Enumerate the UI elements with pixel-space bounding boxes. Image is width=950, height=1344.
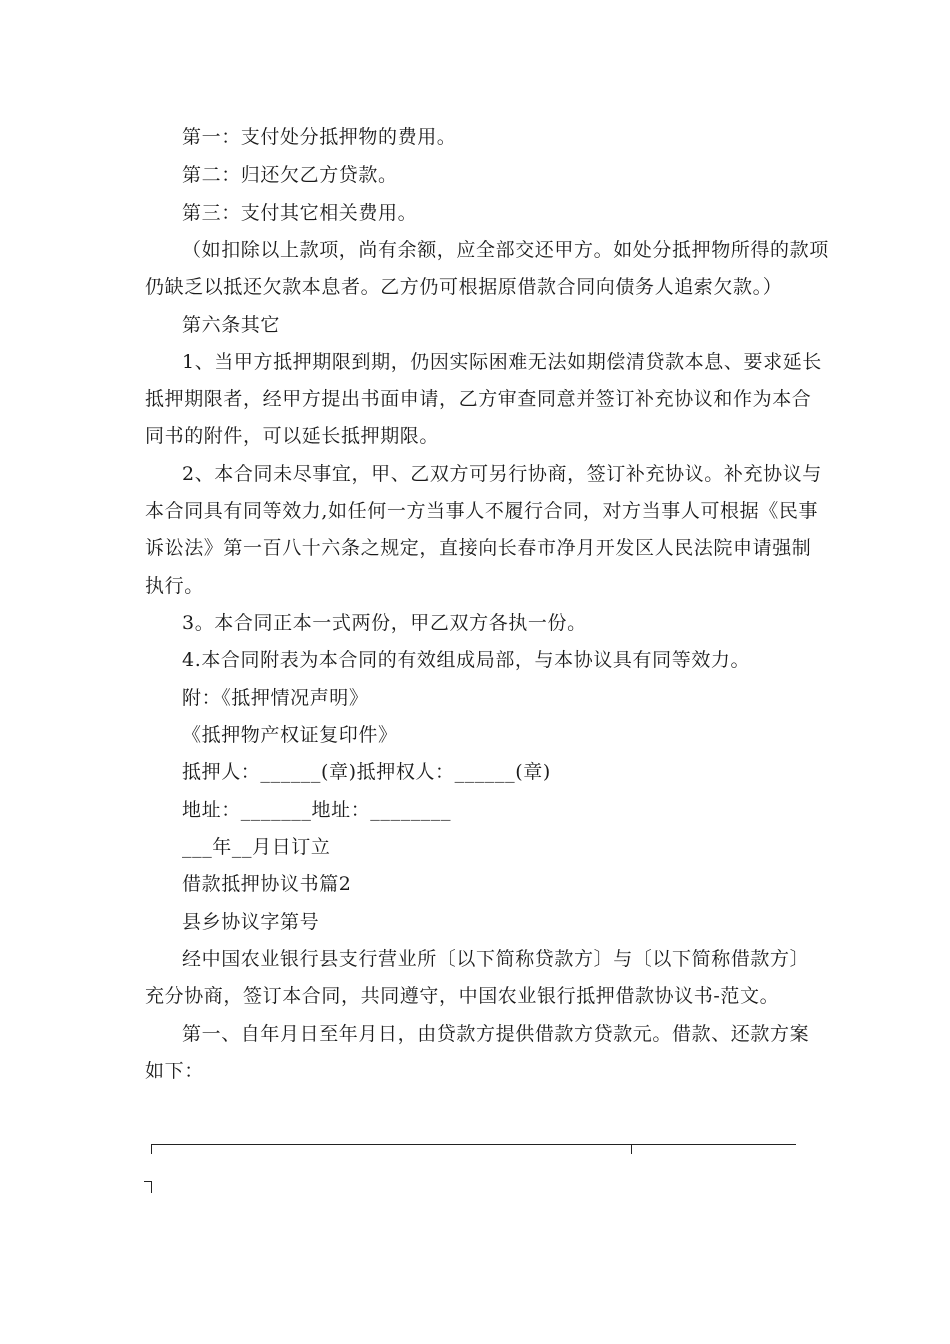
agreement-number: 县乡协议字第号 <box>182 911 320 933</box>
paragraph-line: 如下： <box>145 1060 204 1082</box>
paragraph-line: 诉讼法》第一百八十六条之规定，直接向长春市净月开发区人民法院申请强制 <box>145 537 812 559</box>
paragraph-line: 经中国农业银行县支行营业所〔以下简称贷款方〕与〔以下简称借款方〕 <box>182 948 810 970</box>
paragraph-line: 本合同具有同等效力,如任何一方当事人不履行合同，对方当事人可根据《民事 <box>145 500 819 522</box>
table-corner-mark <box>144 1181 152 1193</box>
clause-item-second: 第二：归还欠乙方贷款。 <box>182 164 398 186</box>
paragraph-line: 同书的附件，可以延长抵押期限。 <box>145 425 440 447</box>
attachment-line: 《抵押物产权证复印件》 <box>182 724 398 746</box>
paragraph-line: 1、当甲方抵押期限到期，仍因实际困难无法如期偿清贷款本息、要求延长 <box>182 351 822 373</box>
paragraph-line: 第一、自年月日至年月日，由贷款方提供借款方贷款元。借款、还款方案 <box>182 1023 810 1045</box>
paragraph-line: （如扣除以上款项，尚有余额，应全部交还甲方。如处分抵押物所得的款项 <box>182 239 829 261</box>
clause-item-third: 第三：支付其它相关费用。 <box>182 202 418 224</box>
paragraph-line: 2、本合同未尽事宜，甲、乙双方可另行协商，签订补充协议。补充协议与 <box>182 463 822 485</box>
section-heading: 第六条其它 <box>182 314 281 336</box>
section-title: 借款抵押协议书篇2 <box>182 873 352 895</box>
table-left-tick <box>151 1144 152 1154</box>
clause-item-first: 第一：支付处分抵押物的费用。 <box>182 126 457 148</box>
address-line: 地址：_______地址：________ <box>182 799 452 821</box>
paragraph-line: 3。本合同正本一式两份，甲乙双方各执一份。 <box>182 612 587 634</box>
attachment-line: 附：《抵押情况声明》 <box>182 687 369 709</box>
table-rule <box>151 1144 796 1145</box>
corner-vertical <box>151 1181 152 1193</box>
paragraph-line: 执行。 <box>145 575 204 597</box>
table-column-tick <box>631 1144 632 1154</box>
paragraph-line: 充分协商，签订本合同，共同遵守，中国农业银行抵押借款协议书-范文。 <box>145 985 780 1007</box>
date-line: ___年__月日订立 <box>182 836 331 858</box>
table-top-border <box>151 1142 796 1154</box>
signature-line: 抵押人：______(章)抵押权人：______(章) <box>182 761 551 783</box>
paragraph-line: 抵押期限者，经甲方提出书面申请，乙方审查同意并签订补充协议和作为本合 <box>145 388 812 410</box>
paragraph-line: 4.本合同附表为本合同的有效组成局部，与本协议具有同等效力。 <box>182 649 751 671</box>
paragraph-line: 仍缺乏以抵还欠款本息者。乙方仍可根据原借款合同向债务人追索欠款。） <box>145 276 783 298</box>
